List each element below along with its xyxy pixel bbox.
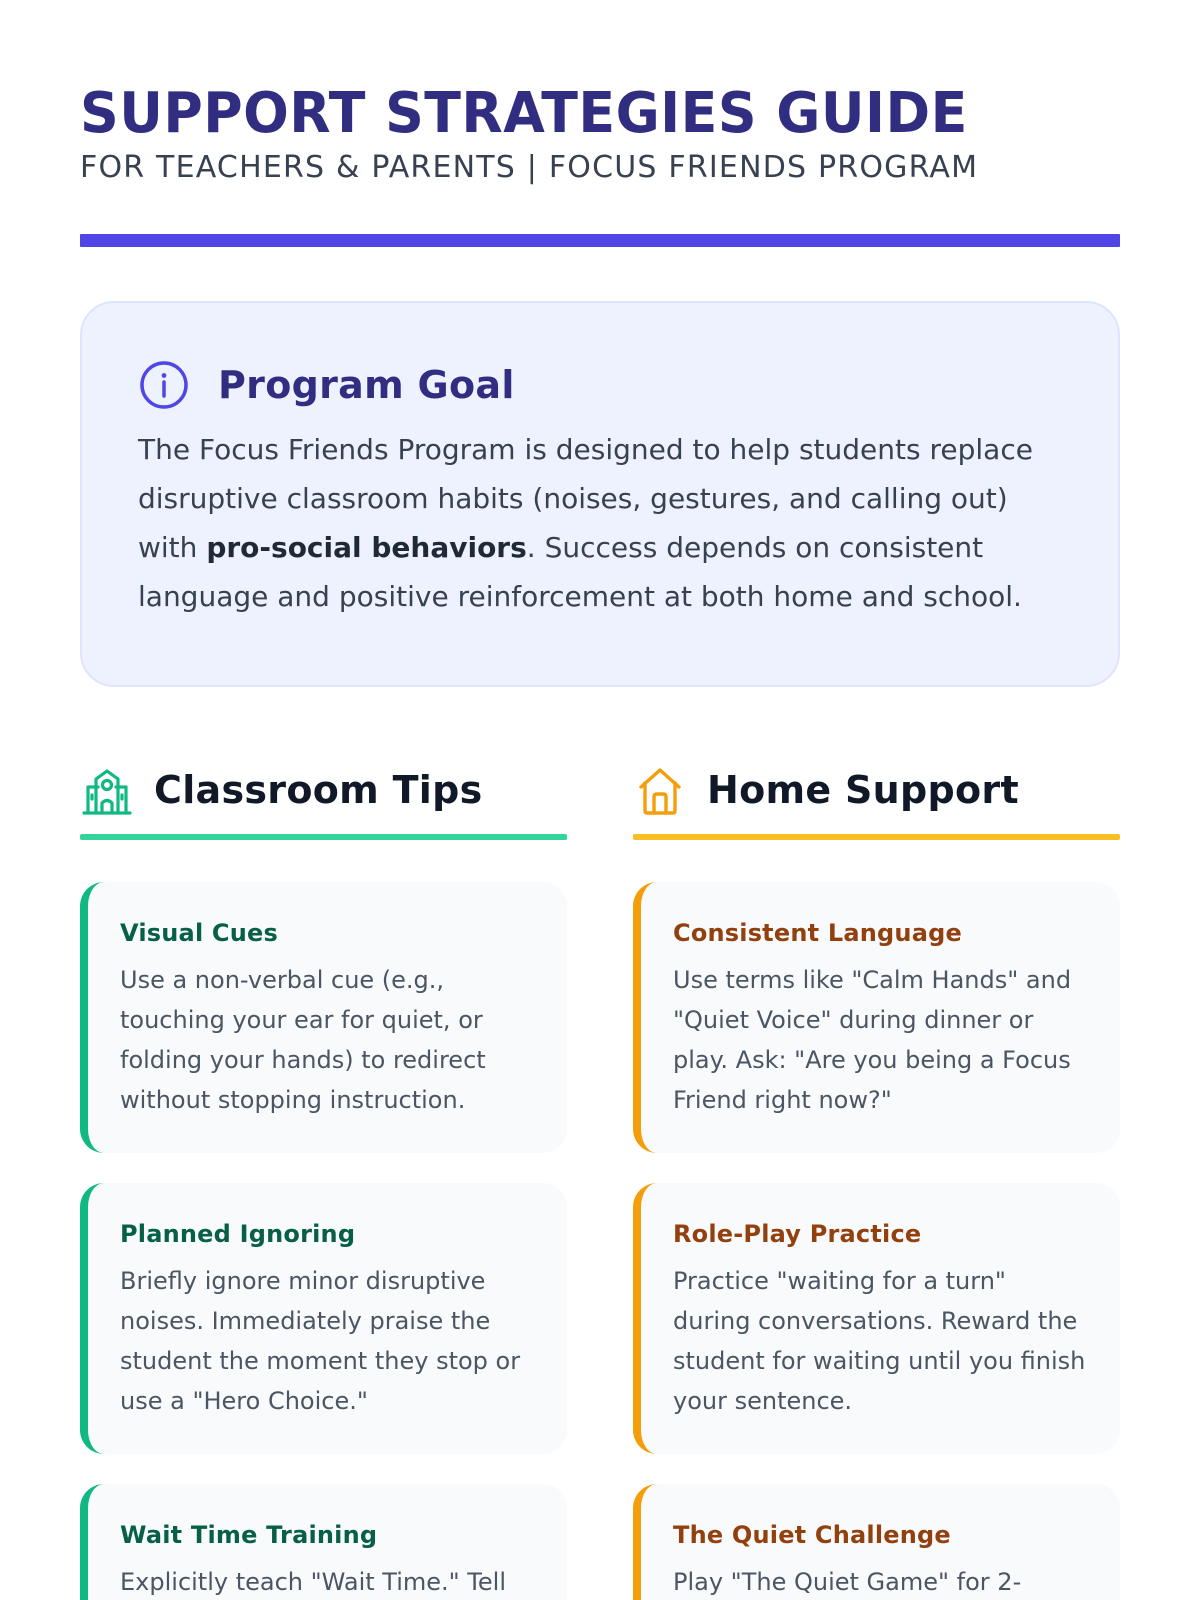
goal-text-bold: pro-social behaviors [206,531,527,564]
goal-text-start: The Focus Friends Program is designed to help students replace disruptive classroom habits (noises, gestures, and calling out) with [138,433,1033,564]
tip-card-title: The Quiet Challenge [673,1521,951,1549]
tip-card-wait-time-training [80,1484,567,1600]
page-subtitle: FOR TEACHERS & PARENTS | FOCUS FRIENDS PROGRAM [80,150,979,185]
home-support-column [633,758,1120,1600]
home-support-heading [633,758,1120,822]
goal-text-end: . Success depends on consistent language and positive reinforcement at both home and school. [138,531,1022,613]
tip-card-text: Play "The Quiet Game" for 2- [673,1568,1022,1596]
program-goal-title: Program Goal [218,363,515,407]
home-support-title: Home Support [707,768,1019,812]
program-goal-heading [138,355,1062,415]
page-title: SUPPORT STRATEGIES GUIDE [80,81,968,146]
tip-card-title: Wait Time Training [120,1521,378,1549]
info-icon [138,359,190,411]
tip-card-text: Use a non-verbal cue (e.g., touching your ear for quiet, or folding your hands) to redirect without stopping instruction. [120,966,486,1114]
program-goal-box [80,301,1120,687]
tip-card-visual-cues [80,882,567,1153]
classroom-tips-list [80,882,567,1600]
tip-card-role-play-practice [633,1183,1120,1454]
classroom-tips-underline [80,834,567,840]
home-support-list [633,882,1120,1600]
classroom-tips-title: Classroom Tips [154,768,483,812]
header [80,82,1120,186]
tip-card-consistent-language [633,882,1120,1153]
tip-card-text: Use terms like "Calm Hands" and "Quiet Voice" during dinner or play. Ask: "Are you being a Focus Friend right now?" [673,966,1072,1114]
tip-card-text: Practice "waiting for a turn" during conversations. Reward the student for waiting until you finish your sentence. [673,1267,1086,1415]
header-divider [80,234,1120,247]
home-support-underline [633,834,1120,840]
home-icon [633,763,687,817]
tip-card-title: Consistent Language [673,919,962,947]
tip-card-text: Briefly ignore minor disruptive noises. Immediately praise the student the moment they stop or use a "Hero Choice." [120,1267,521,1415]
program-goal-text [138,425,1062,621]
tip-card-text: Explicitly teach "Wait Time." Tell [120,1568,506,1596]
classroom-tips-heading [80,758,567,822]
tip-card-the-quiet-challenge [633,1484,1120,1600]
tip-card-title: Role-Play Practice [673,1220,922,1248]
classroom-tips-column [80,758,567,1600]
school-icon [80,763,134,817]
tip-card-title: Visual Cues [120,919,278,947]
tip-card-planned-ignoring [80,1183,567,1454]
tip-card-title: Planned Ignoring [120,1220,356,1248]
